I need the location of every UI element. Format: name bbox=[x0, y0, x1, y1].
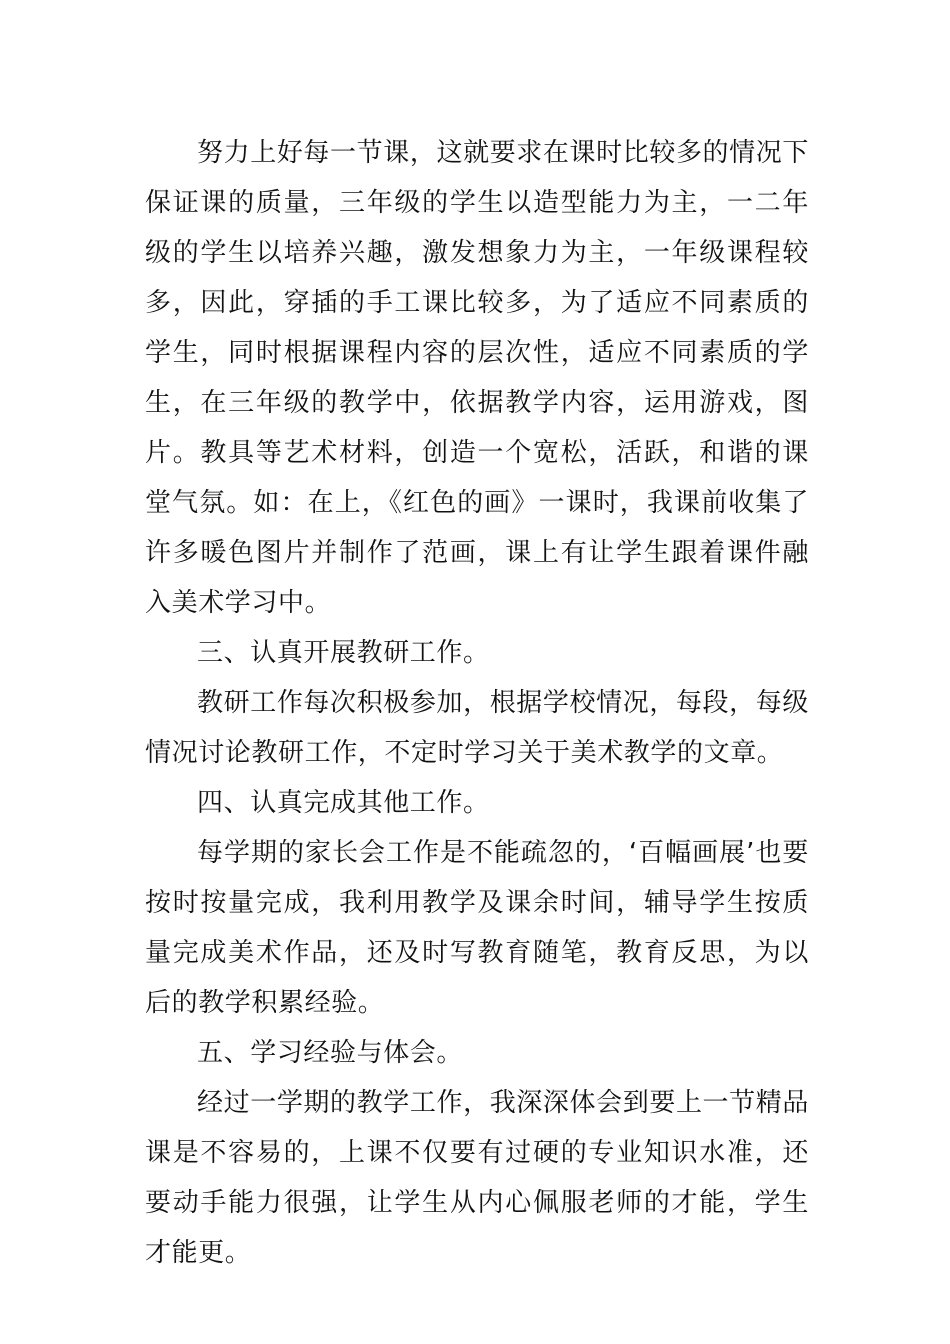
section-heading-experience: 五、学习经验与体会。 bbox=[197, 1038, 464, 1068]
document-body bbox=[145, 128, 809, 1278]
section-heading-research: 三、认真开展教研工作。 bbox=[197, 638, 490, 668]
section-heading-other-work: 四、认真完成其他工作。 bbox=[197, 788, 490, 818]
paragraph-other-work: 每学期的家长会工作是不能疏忽的，‘百幅画展’也要按时按量完成，我利用教学及课余时间，辅导学生按质量完成美术作品，还及时写教育随笔，教育反思，为以后的教学积累经验。 bbox=[145, 838, 809, 1018]
paragraph-research: 教研工作每次积极参加，根据学校情况，每段，每级情况讨论教研工作，不定时学习关于美术教学的文章。 bbox=[145, 688, 809, 768]
paragraph-experience: 经过一学期的教学工作，我深深体会到要上一节精品课是不容易的，上课不仅要有过硬的专业知识水准，还要动手能力很强，让学生从内心佩服老师的才能，学生才能更。 bbox=[145, 1088, 809, 1268]
paragraph-teaching-quality: 努力上好每一节课，这就要求在课时比较多的情况下保证课的质量，三年级的学生以造型能力为主，一二年级的学生以培养兴趣，激发想象力为主，一年级课程较多，因此，穿插的手工课比较多，为了适应不同素质的学生，同时根据课程内容的层次性，适应不同素质的学生，在三年级的教学中，依据教学内容，运用游戏，图片。教具等艺术材料，创造一个宽松，活跃，和谐的课堂气氛。如：在上，《红色的画》一课时，我课前收集了许多暖色图片并制作了范画，课上有让学生跟着课件融入美术学习中。 bbox=[145, 138, 809, 618]
